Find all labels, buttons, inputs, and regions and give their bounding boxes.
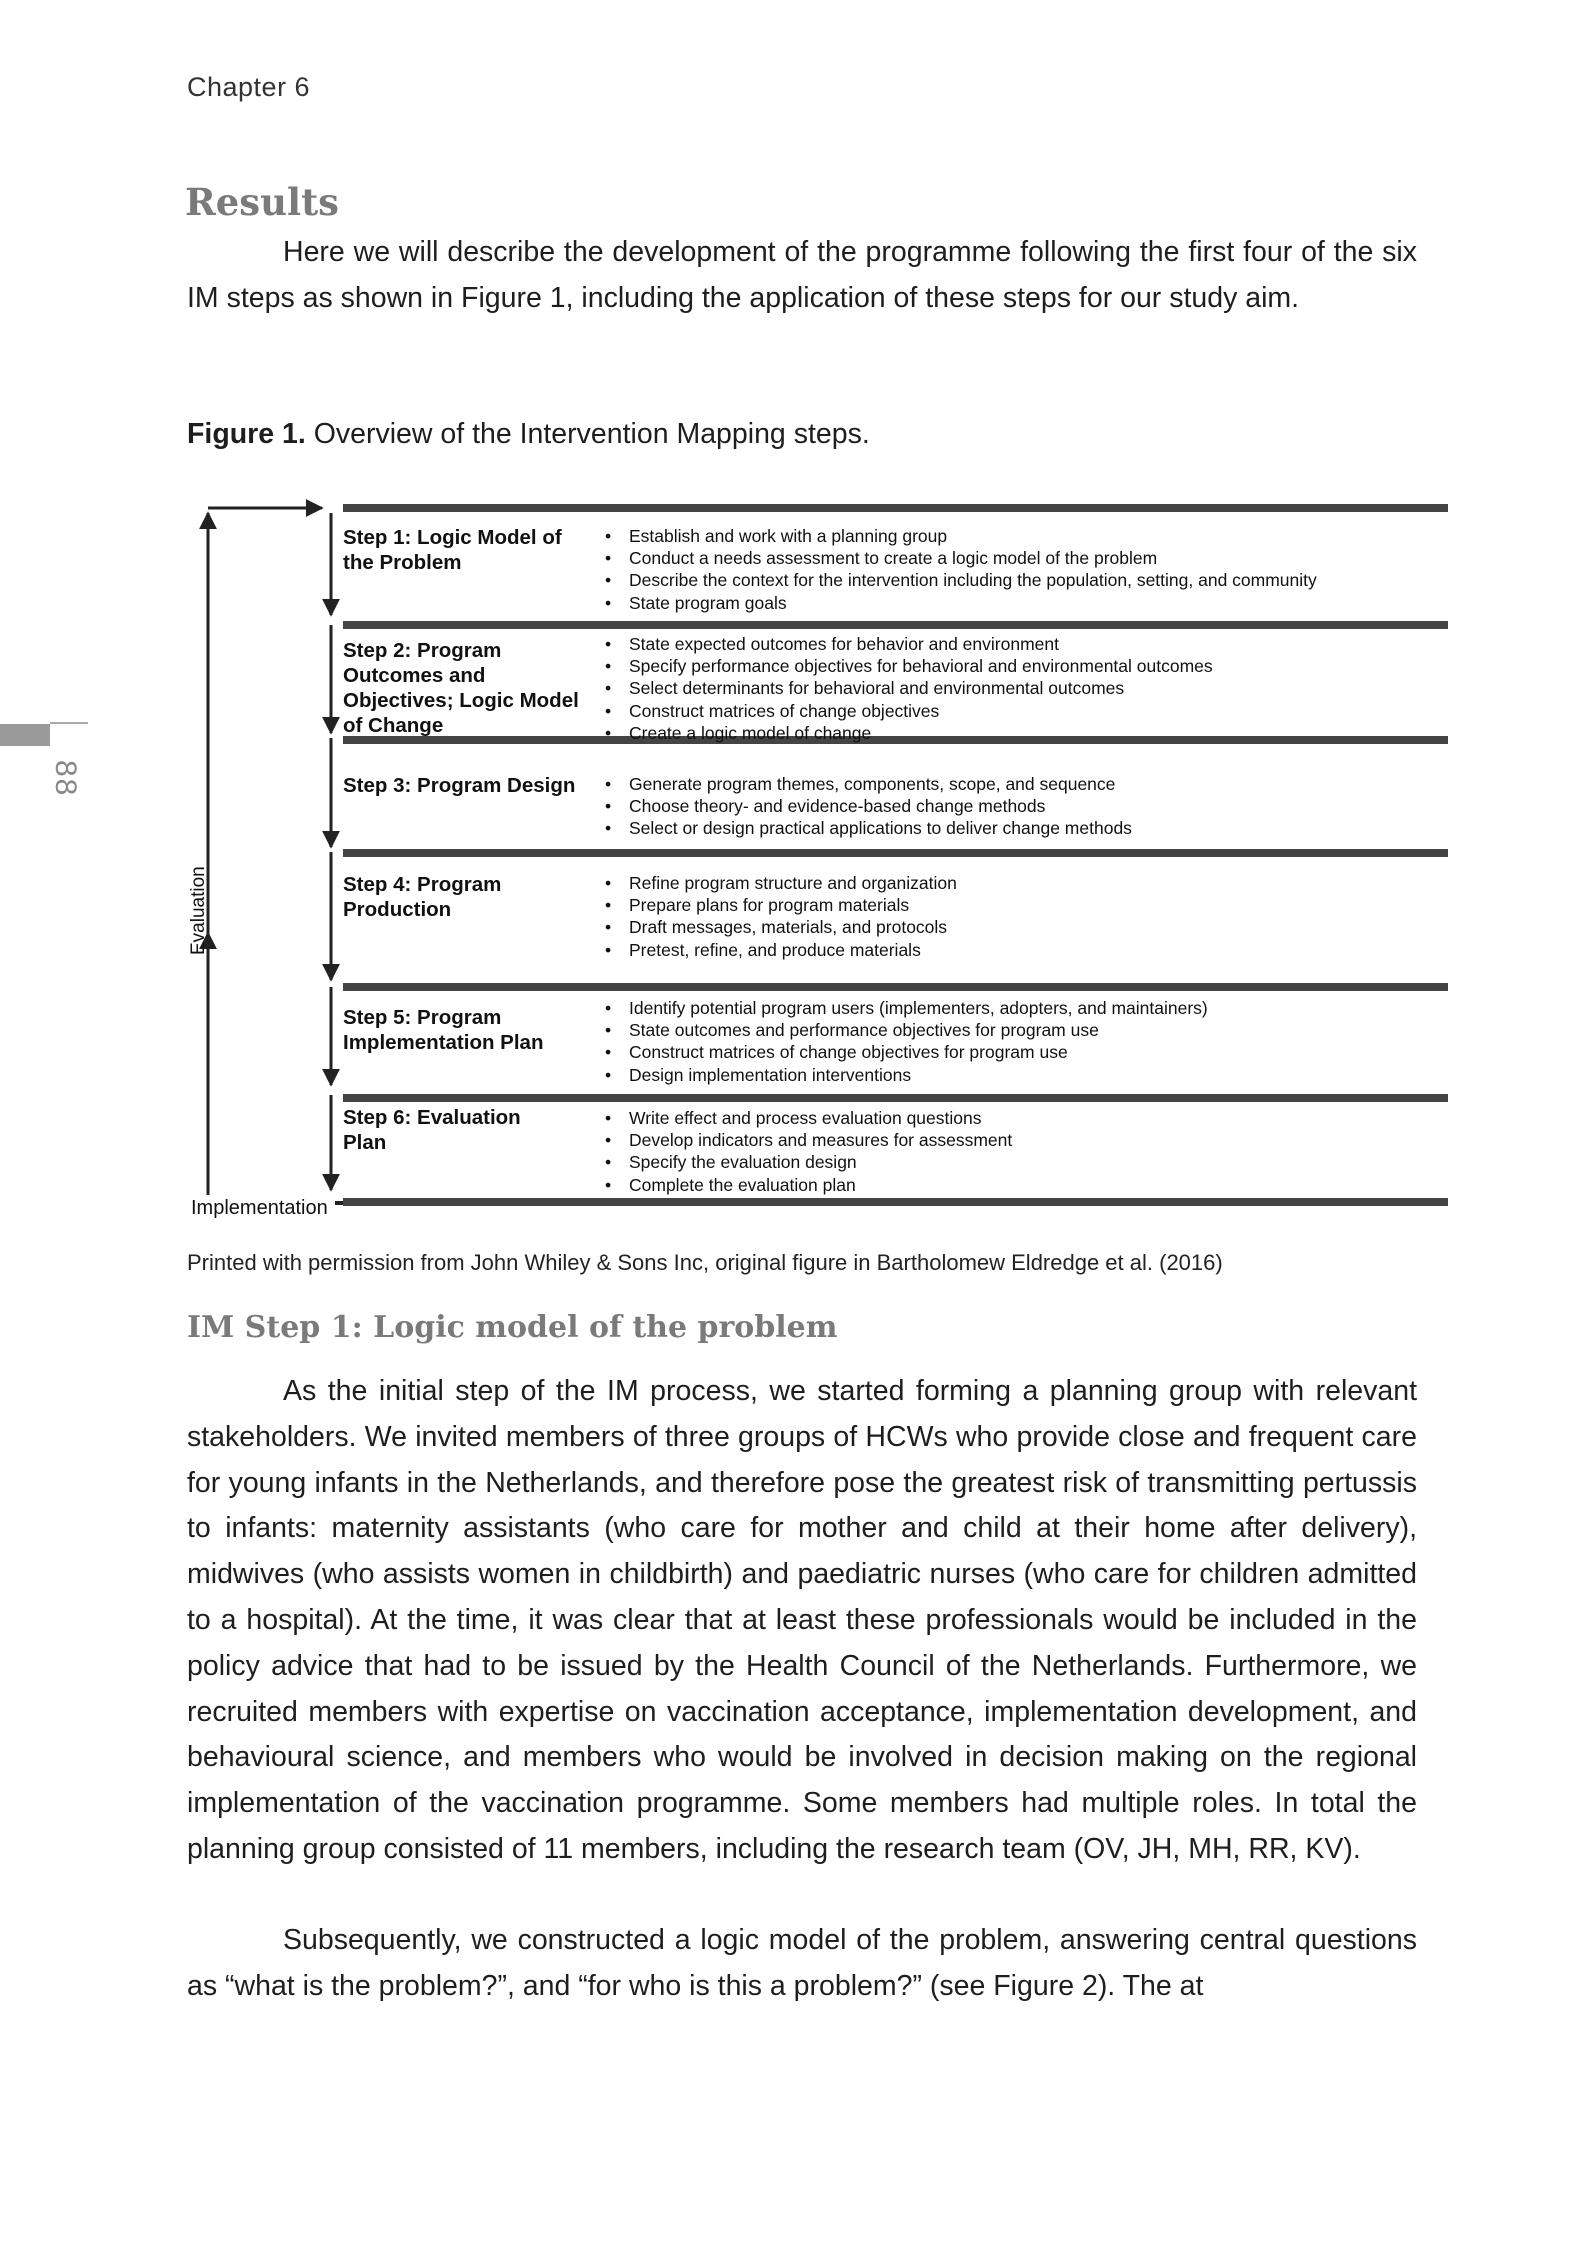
step5-bullets — [605, 997, 1208, 1086]
step4-title: Step 4: Program Production — [343, 873, 502, 921]
im-step1-paragraph-1 — [187, 1369, 1417, 1873]
list-item: • Describe the context for the intervention including the population, setting, and community — [605, 569, 1317, 591]
step1-bullets — [605, 525, 1317, 614]
figure-caption-label: Figure 1. — [187, 418, 306, 450]
list-item: • Construct matrices of change objectives — [605, 700, 1213, 722]
step3-bullets — [605, 773, 1132, 840]
step-rule — [343, 1198, 1448, 1206]
step2-bullets — [605, 633, 1213, 744]
im-step1-paragraph-2 — [187, 1918, 1417, 2010]
list-item: • Select determinants for behavioral and environmental outcomes — [605, 677, 1213, 699]
paragraph-text: Subsequently, we constructed a logic model of the problem, answering central questions as “what is the problem?”, and “for who is this a problem?” (see Figure 2). The at — [187, 1924, 1417, 2002]
list-item: • Generate program themes, components, scope, and sequence — [605, 773, 1132, 795]
list-item: • Select or design practical applications to deliver change methods — [605, 817, 1132, 839]
side-tab-bar — [0, 724, 50, 746]
step2-title: Step 2: Program Outcomes and Objectives; Logic Model of Change — [343, 639, 579, 737]
step5-title: Step 5: Program Implementation Plan — [343, 1006, 544, 1054]
evaluation-label: Evaluation — [188, 866, 209, 955]
figure-permission-note: Printed with permission from John Whiley & Sons Inc, original figure in Bartholomew Eldredge et al. (2016) — [187, 1250, 1223, 1275]
im-step1-heading: IM Step 1: Logic model of the problem — [187, 1310, 838, 1345]
paragraph-text: As the initial step of the IM process, we started forming a planning group with relevant stakeholders. We invited members of three groups of HCWs who provide close and frequent care for young infants in the Netherlands, and therefore pose the greatest risk of transmitting pertussis to infants: maternity assistants (who care for mother and child at their home after delivery), midwives (who assists women in childbirth) and paediatric nurses (who care for children admitted to a hospital). At the time, it was clear that at least these professionals would be included in the policy advice that had to be issued by the Health Council of the Netherlands. Furthermore, we recruited members with expertise on vaccination acceptance, implementation development, and behavioural science, and members who would be involved in decision making on the regional implementation of the vaccination programme. Some members had multiple roles. In total the planning group consisted of 11 members, including the research team (OV, JH, MH, RR, KV). — [187, 1375, 1417, 1865]
list-item: • Pretest, refine, and produce materials — [605, 939, 957, 961]
list-item: • Design implementation interventions — [605, 1064, 1208, 1086]
list-item: • Complete the evaluation plan — [605, 1174, 1012, 1196]
list-item: • Specify performance objectives for behavioral and environmental outcomes — [605, 655, 1213, 677]
list-item: • State outcomes and performance objectives for program use — [605, 1019, 1208, 1041]
list-item: • Write effect and process evaluation questions — [605, 1107, 1012, 1129]
list-item: • Refine program structure and organization — [605, 872, 957, 894]
figure-caption — [187, 418, 870, 451]
step3-title: Step 3: Program Design — [343, 774, 576, 797]
page-number: 88 — [49, 760, 82, 798]
list-item: • Specify the evaluation design — [605, 1151, 1012, 1173]
step-rule — [343, 1094, 1448, 1102]
side-tab-line — [50, 722, 88, 724]
list-item: • Create a logic model of change — [605, 722, 1213, 744]
results-intro-text: Here we will describe the development of the programme following the first four of the six IM steps as shown in Figure 1, including the application of these steps for our study aim. — [187, 236, 1417, 314]
list-item: • State expected outcomes for behavior and environment — [605, 633, 1213, 655]
step-rule — [343, 849, 1448, 857]
step6-title: Step 6: Evaluation Plan — [343, 1106, 521, 1154]
list-item: • Identify potential program users (implementers, adopters, and maintainers) — [605, 997, 1208, 1019]
step-rule — [343, 504, 1448, 512]
results-intro-paragraph — [187, 230, 1417, 322]
step6-bullets — [605, 1107, 1012, 1196]
figure-caption-text: Overview of the Intervention Mapping steps. — [305, 418, 870, 450]
step-rule — [343, 621, 1448, 629]
list-item: • Construct matrices of change objectives for program use — [605, 1041, 1208, 1063]
list-item: • Prepare plans for program materials — [605, 894, 957, 916]
list-item: • Choose theory- and evidence-based change methods — [605, 795, 1132, 817]
step4-bullets — [605, 872, 957, 961]
list-item: • Establish and work with a planning group — [605, 525, 1317, 547]
list-item: • Draft messages, materials, and protocols — [605, 916, 957, 938]
step1-title: Step 1: Logic Model of the Problem — [343, 526, 562, 574]
list-item: • Develop indicators and measures for assessment — [605, 1129, 1012, 1151]
results-heading: Results — [185, 180, 339, 224]
chapter-header: Chapter 6 — [187, 72, 311, 102]
intervention-mapping-figure — [180, 495, 1450, 1230]
list-item: • Conduct a needs assessment to create a logic model of the problem — [605, 547, 1317, 569]
implementation-label: Implementation — [191, 1197, 328, 1219]
list-item: • State program goals — [605, 592, 1317, 614]
step-rule — [343, 983, 1448, 991]
